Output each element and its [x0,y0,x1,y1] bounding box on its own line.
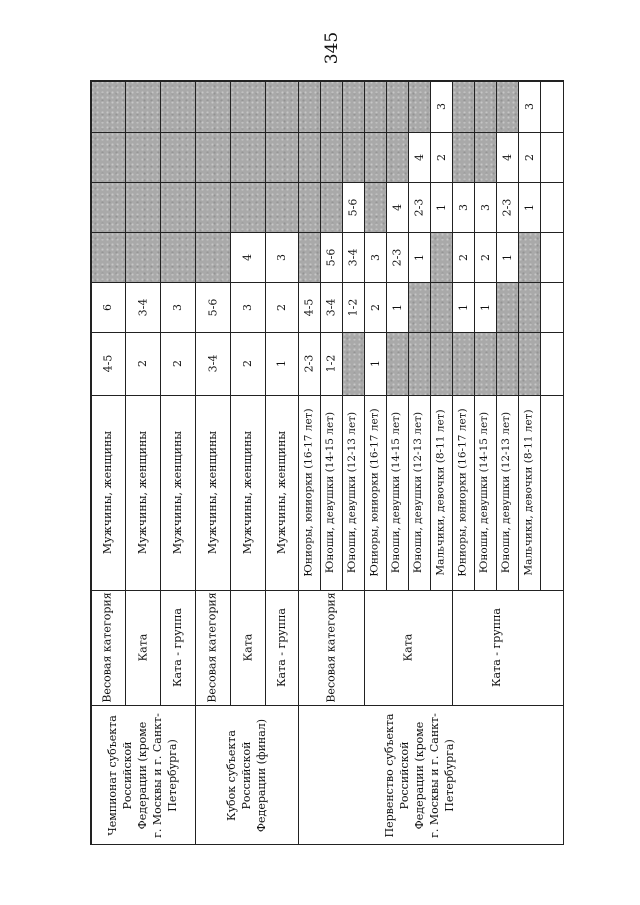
value-cell [160,282,195,332]
sports-classification-table [90,80,564,845]
discipline-cell-text: Ката [401,633,415,662]
value-cell-text: 1 [275,360,288,367]
age-group-cell-text: Мужчины, женщины [136,430,149,555]
discipline-cell-text: Ката - группа [489,608,503,687]
border-line [90,80,564,82]
value-cell [386,182,408,232]
value-cell [195,232,230,282]
grid-line [90,182,564,183]
value-cell [320,232,342,282]
value-cell [125,332,160,395]
grid-line [125,80,126,705]
discipline-cell [160,590,195,705]
grid-line [342,80,343,590]
value-cell-text: 3 [478,203,492,211]
competition-title-cell-text: Чемпионат субъекта Российской Федерации (кроме г. Москвы и г. Санкт- Петербурга) [106,712,180,838]
age-group-cell-text: Мальчики, девочки (8-11 лет) [522,409,535,576]
value-cell [386,132,408,182]
value-cell-text: 1 [368,360,382,367]
value-cell [265,232,298,282]
value-cell [160,232,195,282]
value-cell-text: 1 [522,203,536,211]
value-cell [364,232,386,282]
value-cell [265,282,298,332]
value-cell [408,332,430,395]
value-cell [230,132,265,182]
value-cell [160,182,195,232]
age-group-cell [474,395,496,590]
value-cell [364,132,386,182]
grid-line [90,590,564,591]
age-group-cell-text: Юноши, девушки (14-15 лет) [324,411,337,574]
value-cell [496,332,518,395]
age-group-cell [496,395,518,590]
value-cell [518,282,540,332]
value-cell-text: 6 [101,303,114,311]
grid-line [230,80,231,705]
competition-title-cell-text: Первенство субъекта Российской Федерации (кроме г. Москвы и г. Санкт- Петербурга) [382,712,456,838]
age-group-cell [430,395,452,590]
value-cell [474,132,496,182]
value-cell [386,282,408,332]
value-cell [230,80,265,132]
value-cell [430,132,452,182]
value-cell [364,182,386,232]
value-cell-text: 2-3 [412,198,426,216]
value-cell [342,80,364,132]
value-cell [230,232,265,282]
value-cell [430,80,452,132]
value-cell [496,182,518,232]
value-cell [430,182,452,232]
discipline-cell-text: Ката [136,633,149,662]
value-cell [160,332,195,395]
age-group-cell [160,395,195,590]
age-group-cell [386,395,408,590]
value-cell [474,282,496,332]
value-cell [342,282,364,332]
value-cell-text: 1-2 [346,298,360,316]
age-group-cell [320,395,342,590]
value-cell [452,332,474,395]
discipline-cell [364,590,452,705]
value-cell [430,332,452,395]
value-cell [518,80,540,132]
value-cell [518,232,540,282]
grid-line [160,80,161,705]
value-cell [195,332,230,395]
value-cell [125,282,160,332]
value-cell-text: 2 [136,360,149,367]
value-cell-text: 3-4 [136,298,149,316]
age-group-cell-text: Мужчины, женщины [275,430,288,555]
value-cell [160,80,195,132]
value-cell-text: 2 [522,153,536,161]
grid-line [90,332,564,333]
value-cell [518,332,540,395]
value-cell-text: 1 [478,303,492,311]
border-line [90,80,92,845]
age-group-cell-text: Мужчины, женщины [101,430,114,555]
age-group-cell [298,395,320,590]
value-cell-text: 3-4 [346,248,360,266]
value-cell [320,132,342,182]
value-cell-text: 2 [456,253,470,261]
age-group-cell [265,395,298,590]
value-cell [386,80,408,132]
grid-line [540,80,541,590]
value-cell [230,182,265,232]
value-cell [320,282,342,332]
value-cell [452,182,474,232]
grid-line [90,282,564,283]
discipline-cell [298,590,364,705]
value-cell-text: 4-5 [101,354,114,373]
age-group-cell [408,395,430,590]
value-cell [408,282,430,332]
value-cell [298,80,320,132]
value-cell [474,80,496,132]
value-cell-text: 5-6 [324,248,338,266]
value-cell-text: 3 [368,253,382,261]
value-cell [430,282,452,332]
value-cell-text: 2-3 [500,198,514,216]
value-cell-text: 2 [241,360,254,367]
discipline-cell [195,590,230,705]
grid-line [298,80,299,845]
value-cell [298,132,320,182]
value-cell-text: 2-3 [302,354,316,373]
age-group-cell [342,395,364,590]
value-cell-text: 4 [500,153,514,161]
value-cell-text: 2 [478,253,492,261]
value-cell [452,80,474,132]
value-cell [125,182,160,232]
grid-line [386,80,387,590]
value-cell-text: 3 [456,203,470,211]
value-cell-text: 1 [500,253,514,261]
discipline-cell-text: Весовая категория [324,592,338,703]
competition-title-cell [90,705,195,845]
discipline-cell [265,590,298,705]
value-cell [298,332,320,395]
value-cell [125,232,160,282]
value-cell-text: 1 [390,303,404,311]
discipline-cell-text: Весовая категория [206,592,220,703]
grid-line [496,80,497,590]
value-cell [90,282,125,332]
value-cell [90,80,125,132]
age-group-cell-text: Юниоры, юниорки (16-17 лет) [302,408,315,577]
value-cell [265,80,298,132]
competition-title-cell [298,705,540,845]
border-line [90,844,564,846]
grid-line [474,80,475,590]
value-cell-text: 4 [390,203,404,211]
value-cell [195,182,230,232]
age-group-cell-text: Юноши, девушки (12-13 лет) [346,411,359,574]
page-number-text: 345 [322,31,343,65]
value-cell-text: 1 [456,303,470,311]
grid-line [195,80,196,845]
value-cell-text: 2 [434,153,448,161]
value-cell [408,182,430,232]
value-cell [364,80,386,132]
value-cell-text: 2-3 [390,248,404,266]
value-cell [195,282,230,332]
value-cell [195,132,230,182]
value-cell [298,182,320,232]
value-cell [518,132,540,182]
value-cell [90,182,125,232]
value-cell [364,332,386,395]
value-cell-text: 4 [241,253,254,261]
age-group-cell [518,395,540,590]
value-cell [265,182,298,232]
grid-line [320,80,321,590]
value-cell [364,282,386,332]
page-number [320,18,344,78]
value-cell [342,182,364,232]
discipline-cell-text: Весовая категория [101,592,115,703]
value-cell [125,132,160,182]
value-cell [474,232,496,282]
grid-line [90,232,564,233]
value-cell [230,332,265,395]
value-cell [342,132,364,182]
value-cell-text: 3 [275,253,288,261]
value-cell [342,332,364,395]
value-cell [230,282,265,332]
value-cell [474,182,496,232]
value-cell [265,132,298,182]
discipline-cell-text: Ката - группа [275,608,288,687]
grid-line [408,80,409,590]
grid-line [90,395,564,396]
value-cell-text: 1 [434,203,448,211]
discipline-cell [125,590,160,705]
age-group-cell-text: Юниоры, юниорки (16-17 лет) [456,408,469,577]
value-cell [496,282,518,332]
value-cell-text: 3 [241,303,254,311]
value-cell-text: 4-5 [302,298,316,316]
value-cell [408,132,430,182]
value-cell [430,232,452,282]
value-cell [496,132,518,182]
age-group-cell [230,395,265,590]
grid-line [90,705,564,706]
age-group-cell [364,395,386,590]
age-group-cell-text: Мужчины, женщины [171,430,184,555]
age-group-cell [125,395,160,590]
value-cell [386,232,408,282]
value-cell-text: 3-4 [324,298,338,316]
value-cell-text: 3 [522,102,536,110]
discipline-cell-text: Ката - группа [171,608,184,687]
value-cell [195,80,230,132]
value-cell [342,232,364,282]
value-cell-text: 3 [434,102,448,110]
competition-title-cell-text: Кубок субъекта Российской Федерации (финал) [225,718,269,832]
border-line [563,80,565,845]
discipline-cell [90,590,125,705]
discipline-cell [452,590,540,705]
grid-line [518,80,519,590]
value-cell [160,132,195,182]
value-cell [496,80,518,132]
age-group-cell [90,395,125,590]
value-cell [265,332,298,395]
grid-line [90,132,564,133]
grid-line [452,80,453,705]
value-cell [320,80,342,132]
value-cell-text: 3 [171,303,184,311]
grid-line [430,80,431,590]
value-cell [474,332,496,395]
value-cell-text: 5-6 [346,198,360,216]
age-group-cell-text: Мужчины, женщины [206,430,219,555]
value-cell [298,232,320,282]
value-cell-text: 2 [368,303,382,311]
age-group-cell-text: Мальчики, девочки (8-11 лет) [434,409,447,576]
value-cell [452,232,474,282]
age-group-cell-text: Юноши, девушки (14-15 лет) [478,411,491,574]
age-group-cell-text: Юноши, девушки (14-15 лет) [390,411,403,574]
value-cell [496,232,518,282]
value-cell [320,182,342,232]
value-cell-text: 2 [171,360,184,367]
age-group-cell-text: Юниоры, юниорки (16-17 лет) [368,408,381,577]
value-cell-text: 5-6 [206,298,219,316]
value-cell-text: 1-2 [324,354,338,373]
age-group-cell-text: Юноши, девушки (12-13 лет) [412,411,425,574]
age-group-cell [195,395,230,590]
value-cell-text: 4 [412,153,426,161]
value-cell [386,332,408,395]
competition-title-cell [195,705,298,845]
grid-line [364,80,365,705]
value-cell-text: 3-4 [206,354,219,373]
age-group-cell [452,395,474,590]
value-cell [452,132,474,182]
value-cell [90,332,125,395]
value-cell [452,282,474,332]
discipline-cell [230,590,265,705]
value-cell [90,132,125,182]
value-cell [408,80,430,132]
value-cell [90,232,125,282]
value-cell [518,182,540,232]
age-group-cell-text: Юноши, девушки (12-13 лет) [500,411,513,574]
value-cell [408,232,430,282]
value-cell [320,332,342,395]
value-cell [125,80,160,132]
age-group-cell-text: Мужчины, женщины [241,430,254,555]
value-cell-text: 2 [275,303,288,311]
value-cell-text: 1 [412,253,426,261]
grid-line [265,80,266,705]
discipline-cell-text: Ката [241,633,254,662]
value-cell [298,282,320,332]
